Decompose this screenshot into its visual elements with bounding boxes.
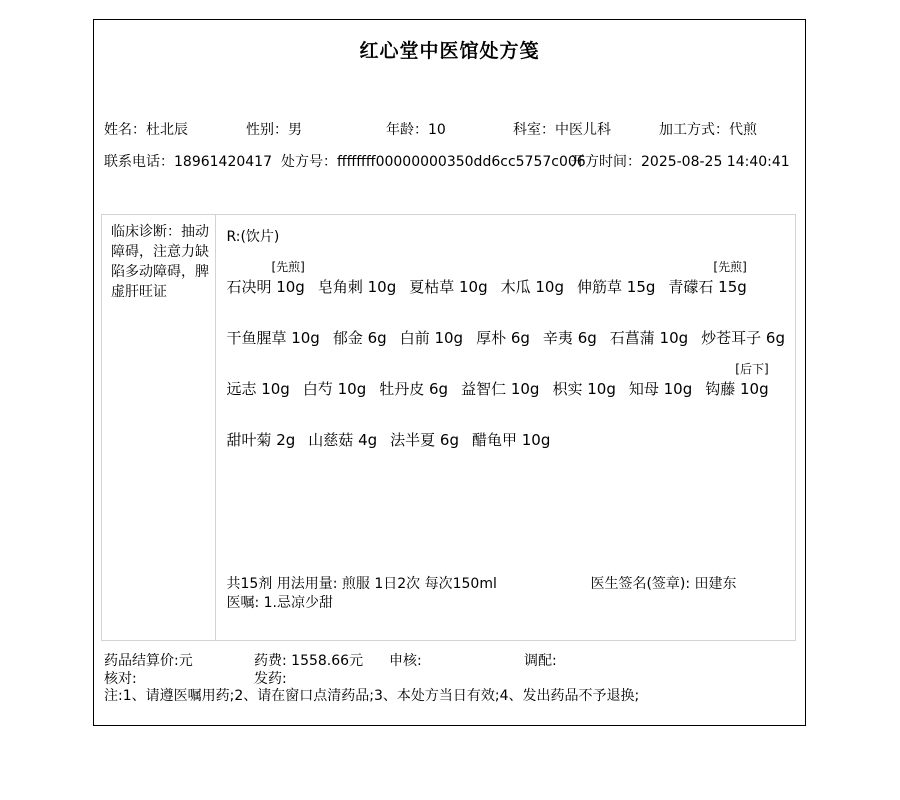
herb-name-dose: 钩藤 10g — [705, 380, 769, 398]
rx-number-label: 处方号： — [281, 154, 337, 170]
herb-item — [461, 359, 539, 400]
herb-item — [543, 308, 597, 349]
herb-item — [629, 359, 692, 400]
decoction-tag — [379, 359, 448, 379]
issue-time-label: 开方时间： — [571, 154, 641, 170]
herb-item — [701, 308, 785, 349]
review-field: 申核: — [389, 653, 422, 669]
phone-field — [104, 153, 272, 172]
doctor-signature-label: 医生签名(签章): — [590, 576, 695, 592]
clinical-diagnosis: 临床诊断：抽动障碍，注意力缺陷多动障碍，脾虚肝旺证 — [102, 215, 216, 640]
herb-name-dose: 青礞石 15g — [668, 278, 747, 296]
herb-item — [226, 257, 304, 298]
department-field — [513, 121, 611, 140]
decoction-tag — [461, 359, 539, 379]
herb-name-dose: 炒苍耳子 6g — [701, 329, 785, 347]
patient-gender-value: 男 — [288, 122, 302, 138]
decoction-tag: [后下] — [735, 362, 769, 376]
herb-item — [472, 410, 550, 451]
footer-row-1 — [94, 652, 805, 672]
check-field: 核对: — [104, 671, 137, 687]
herb-name-dose: 厚朴 6g — [476, 329, 530, 347]
usage-line: 共15剂 用法用量: 煎服 1日2次 每次150ml — [226, 576, 497, 592]
decoction-tag — [226, 359, 289, 379]
patient-name-label: 姓名： — [104, 122, 146, 138]
department-value: 中医儿科 — [555, 122, 611, 138]
herb-name-dose: 干鱼腥草 10g — [226, 329, 320, 347]
prescription-document — [93, 19, 806, 726]
herb-name-dose: 牡丹皮 6g — [379, 380, 449, 398]
dispense-field: 调配: — [524, 653, 557, 669]
decoction-tag — [476, 308, 530, 328]
herb-item — [318, 257, 396, 298]
herb-name-dose: 辛夷 6g — [542, 329, 597, 347]
herb-item — [501, 257, 564, 298]
herb-item — [226, 308, 319, 349]
herb-row — [226, 257, 785, 298]
medicine-fee-label: 药费: — [254, 653, 292, 669]
processing-method-label: 加工方式： — [659, 122, 729, 138]
decoction-tag — [552, 359, 615, 379]
herb-name-dose: 知母 10g — [628, 380, 693, 398]
herb-name-dose: 石决明 10g — [226, 278, 305, 296]
decoction-tag — [318, 257, 396, 277]
decoction-tag — [226, 410, 295, 430]
phone-label: 联系电话： — [104, 154, 174, 170]
herb-name-dose: 益智仁 10g — [461, 380, 540, 398]
phone-value: 18961420417 — [174, 154, 272, 170]
decoction-tag — [701, 308, 785, 328]
herb-item — [400, 308, 463, 349]
rx-number-value: ffffffff00000000350dd6cc5757c006 — [337, 154, 586, 170]
processing-method-value: 代煎 — [729, 122, 757, 138]
herb-name-dose: 白前 10g — [399, 329, 464, 347]
herb-item — [577, 257, 655, 298]
department-label: 科室： — [513, 122, 555, 138]
medicine-fee-value: 1558.66元 — [291, 653, 364, 669]
doctor-signature — [590, 575, 736, 594]
herb-rows — [226, 257, 785, 451]
decoction-tag — [472, 410, 550, 430]
patient-name-field — [104, 121, 188, 140]
herb-name-dose: 木瓜 10g — [500, 278, 565, 296]
herb-item — [705, 359, 768, 400]
herb-name-dose: 白芍 10g — [302, 380, 367, 398]
decoction-tag — [333, 308, 387, 328]
page-title: 红心堂中医馆处方笺 — [359, 40, 540, 62]
herb-item — [409, 257, 487, 298]
settlement-price-label: 药品结算价: — [104, 653, 179, 669]
herb-row — [226, 308, 785, 349]
herb-item — [379, 359, 448, 400]
rx-number-field — [281, 153, 586, 172]
decoction-tag — [226, 308, 319, 328]
herb-item — [303, 359, 366, 400]
herb-name-dose: 枳实 10g — [552, 380, 616, 398]
patient-name-value: 杜北辰 — [146, 122, 188, 138]
herb-name-dose: 山慈菇 4g — [308, 431, 378, 449]
herb-item — [226, 410, 295, 451]
decoction-tag — [543, 308, 597, 328]
decoction-tag: [先煎] — [713, 260, 747, 274]
decoction-tag — [629, 359, 692, 379]
herb-name-dose: 甜叶菊 2g — [226, 431, 296, 449]
herb-item — [476, 308, 530, 349]
issue-time-value: 2025-08-25 14:40:41 — [641, 154, 790, 170]
patient-gender-field — [246, 121, 302, 140]
settlement-price-field — [104, 652, 193, 671]
herb-item — [333, 308, 387, 349]
herb-name-dose: 法半夏 6g — [390, 431, 459, 449]
decoction-tag — [400, 308, 463, 328]
herb-name-dose: 夏枯草 10g — [409, 278, 488, 296]
decoction-tag — [308, 410, 377, 430]
decoction-tag — [577, 257, 655, 277]
herb-name-dose: 伸筋草 15g — [577, 278, 656, 296]
medicine-fee-field — [254, 652, 363, 671]
patient-age-value: 10 — [428, 122, 446, 138]
decoction-tag — [303, 359, 366, 379]
settlement-price-value: 元 — [178, 653, 193, 669]
decoction-tag — [390, 410, 459, 430]
herb-name-dose: 郁金 6g — [332, 329, 387, 347]
decoction-tag — [409, 257, 487, 277]
patient-gender-label: 性别： — [246, 122, 288, 138]
decoction-tag: [先煎] — [271, 260, 305, 274]
herb-item — [308, 410, 377, 451]
usage-notes: 注:1、请遵医嘱用药;2、请在窗口点清药品;3、本处方当日有效;4、发出药品不予退换; — [104, 688, 640, 704]
usage-block — [226, 575, 496, 613]
prescription-body — [216, 215, 795, 640]
herb-name-dose: 皂角刺 10g — [317, 278, 397, 296]
herb-row — [226, 359, 785, 400]
herb-name-dose: 醋龟甲 10g — [471, 431, 551, 449]
herb-item — [552, 359, 615, 400]
decoction-tag — [610, 308, 688, 328]
issue-field: 发药: — [254, 671, 287, 687]
herb-row — [226, 410, 785, 451]
doctor-name: 田建东 — [694, 576, 737, 592]
issue-time-field — [571, 153, 790, 172]
herb-item — [226, 359, 289, 400]
herb-item — [390, 410, 459, 451]
herb-item — [668, 257, 746, 298]
patient-info-row-1 — [94, 121, 805, 141]
footer-note-row — [94, 687, 805, 707]
decoction-tag — [501, 257, 564, 277]
processing-method-field — [659, 121, 757, 140]
patient-age-label: 年龄： — [386, 122, 428, 138]
rx-header: R:(饮片) — [226, 229, 280, 245]
herb-name-dose: 石菖蒲 10g — [609, 329, 689, 347]
patient-info-row-2 — [94, 153, 805, 173]
prescription-box — [101, 214, 796, 641]
herb-item — [610, 308, 688, 349]
patient-age-field — [386, 121, 446, 140]
herb-name-dose: 远志 10g — [226, 380, 290, 398]
advice-line: 医嘱: 1.忌凉少甜 — [226, 595, 333, 611]
